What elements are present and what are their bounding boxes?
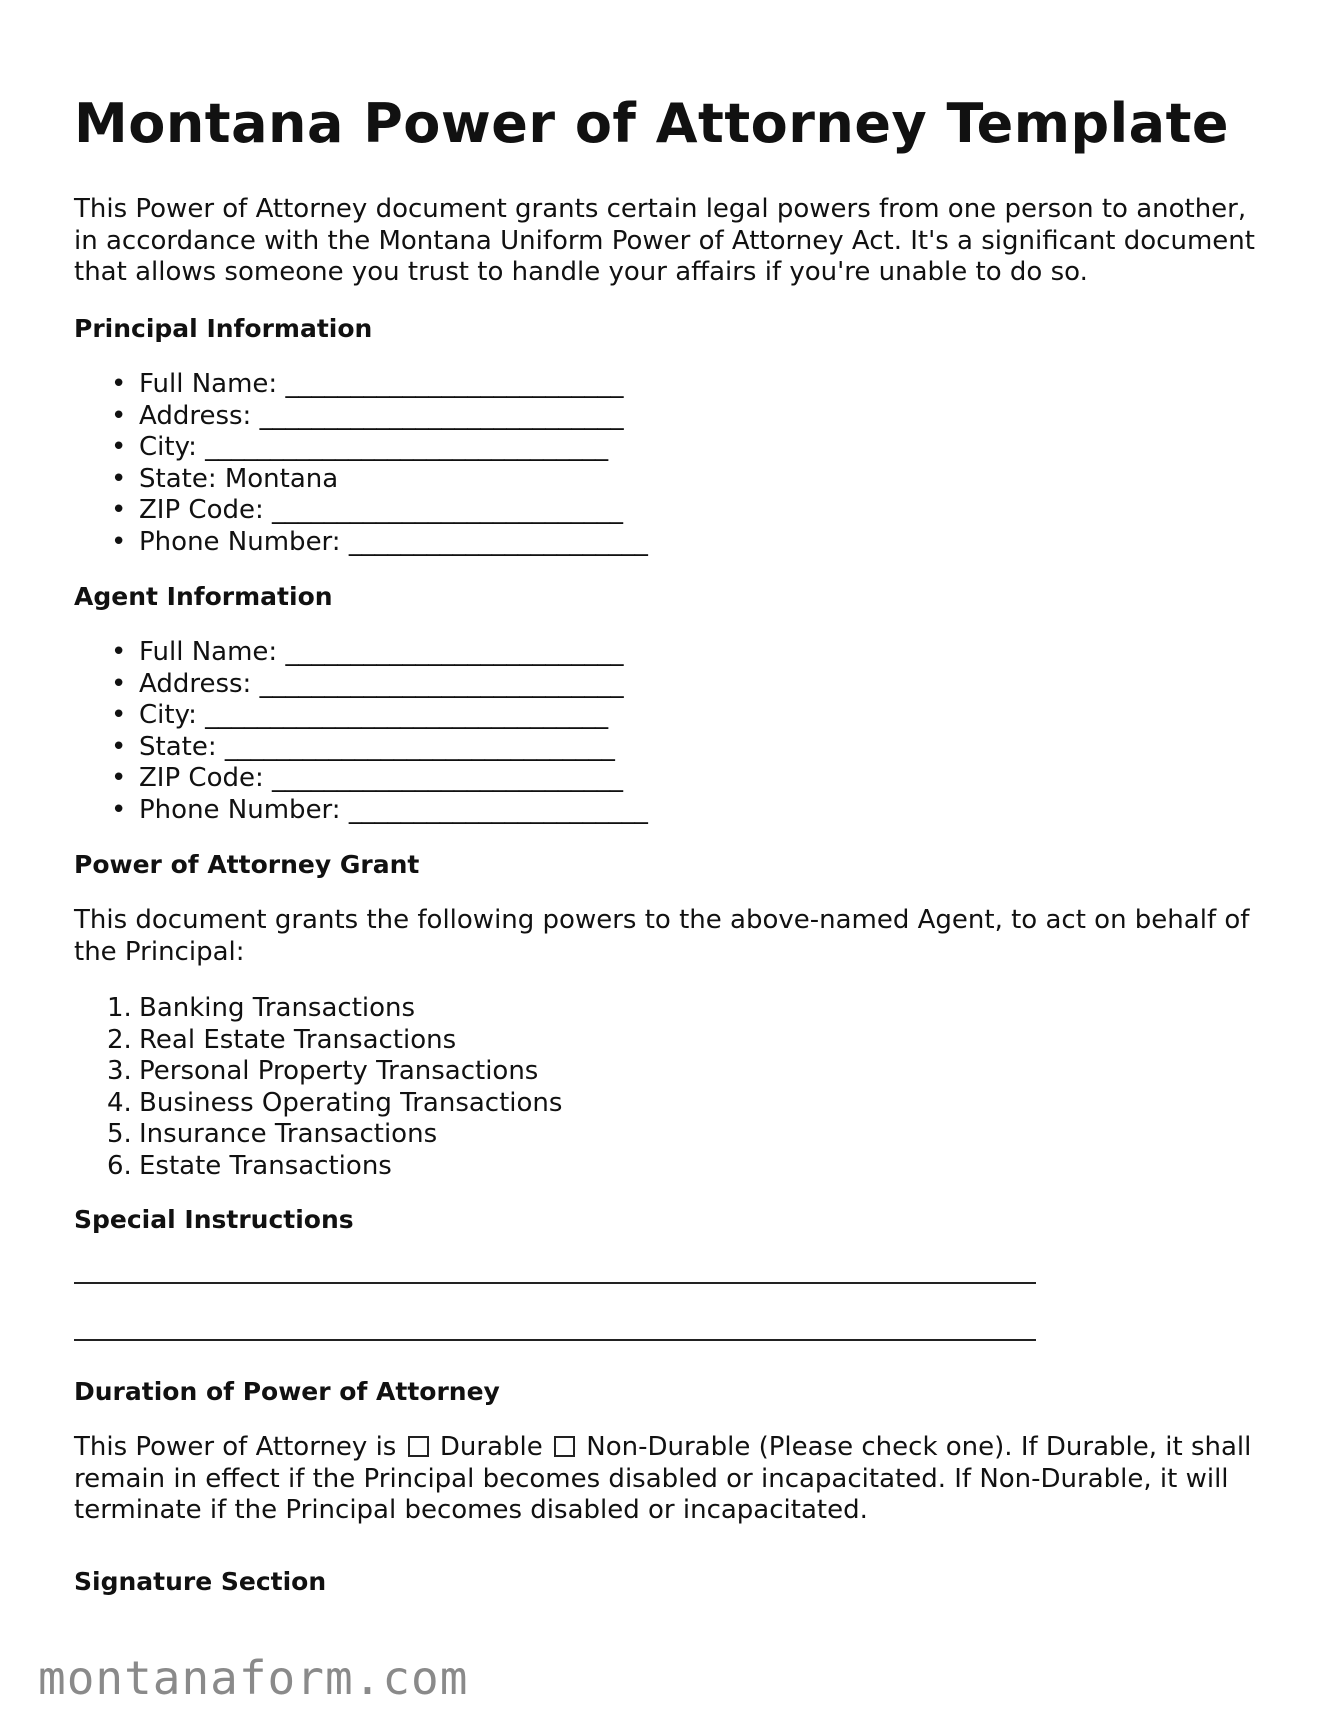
agent-field-zip: • ZIP Code: ___________________________ <box>111 763 624 793</box>
agent-field-list <box>74 637 648 826</box>
principal-field-zip: • ZIP Code: ___________________________ <box>111 495 624 525</box>
principal-heading: Principal Information <box>74 314 373 343</box>
principal-field-list <box>74 369 648 558</box>
agent-field-full-name: • Full Name: __________________________ <box>111 637 624 667</box>
grant-heading: Power of Attorney Grant <box>74 850 420 879</box>
non-durable-checkbox[interactable] <box>554 1436 575 1457</box>
power-item-business-operating: 4. Business Operating Transactions <box>107 1087 563 1118</box>
duration-heading: Duration of Power of Attorney <box>74 1377 500 1406</box>
power-item-real-estate: 2. Real Estate Transactions <box>107 1024 457 1055</box>
power-item-personal-property: 3. Personal Property Transactions <box>107 1056 539 1086</box>
power-item-insurance: 5. Insurance Transactions <box>107 1119 438 1149</box>
signature-heading: Signature Section <box>74 1567 327 1596</box>
special-instructions-line-2 <box>74 1339 1036 1341</box>
special-instructions-line-1 <box>74 1282 1036 1284</box>
principal-field-state: • State: Montana <box>111 463 339 494</box>
principal-field-address: • Address: ____________________________ <box>111 400 624 431</box>
principal-field-phone: • Phone Number: _______________________ <box>111 526 648 557</box>
grant-paragraph: This document grants the following powers to the above-named Agent, to act on behalf of the Principal: <box>74 905 1250 967</box>
agent-field-phone: • Phone Number: _______________________ <box>111 794 648 825</box>
agent-field-address: • Address: ____________________________ <box>111 668 624 699</box>
durable-checkbox[interactable] <box>408 1436 429 1457</box>
agent-field-city: • City: _______________________________ <box>111 700 609 730</box>
watermark-text: montanaform.com <box>38 1651 469 1705</box>
duration-paragraph: This Power of Attorney is Durable Non-Durable (Please check one). If Durable, it shall remain in effect if the Principal becomes disabled or incapacitated. If Non-Durable, it will terminate if the Principal becomes disabled or incapacitated. <box>74 1432 1252 1525</box>
power-item-banking: 1. Banking Transactions <box>107 993 416 1023</box>
intro-paragraph: This Power of Attorney document grants certain legal powers from one person to another, in accordance with the Montana Uniform Power of Attorney Act. It's a significant document that allows someone you trust to handle your affairs if you're unable to do so. <box>74 194 1255 287</box>
agent-field-state: • State: ______________________________ <box>111 731 615 762</box>
principal-field-full-name: • Full Name: __________________________ <box>111 369 624 399</box>
page-title: Montana Power of Attorney Template <box>74 92 1230 155</box>
powers-list <box>74 993 562 1182</box>
special-instructions-heading: Special Instructions <box>74 1205 354 1234</box>
principal-field-city: • City: _______________________________ <box>111 432 609 462</box>
agent-heading: Agent Information <box>74 582 333 611</box>
power-item-estate: 6. Estate Transactions <box>107 1150 392 1181</box>
